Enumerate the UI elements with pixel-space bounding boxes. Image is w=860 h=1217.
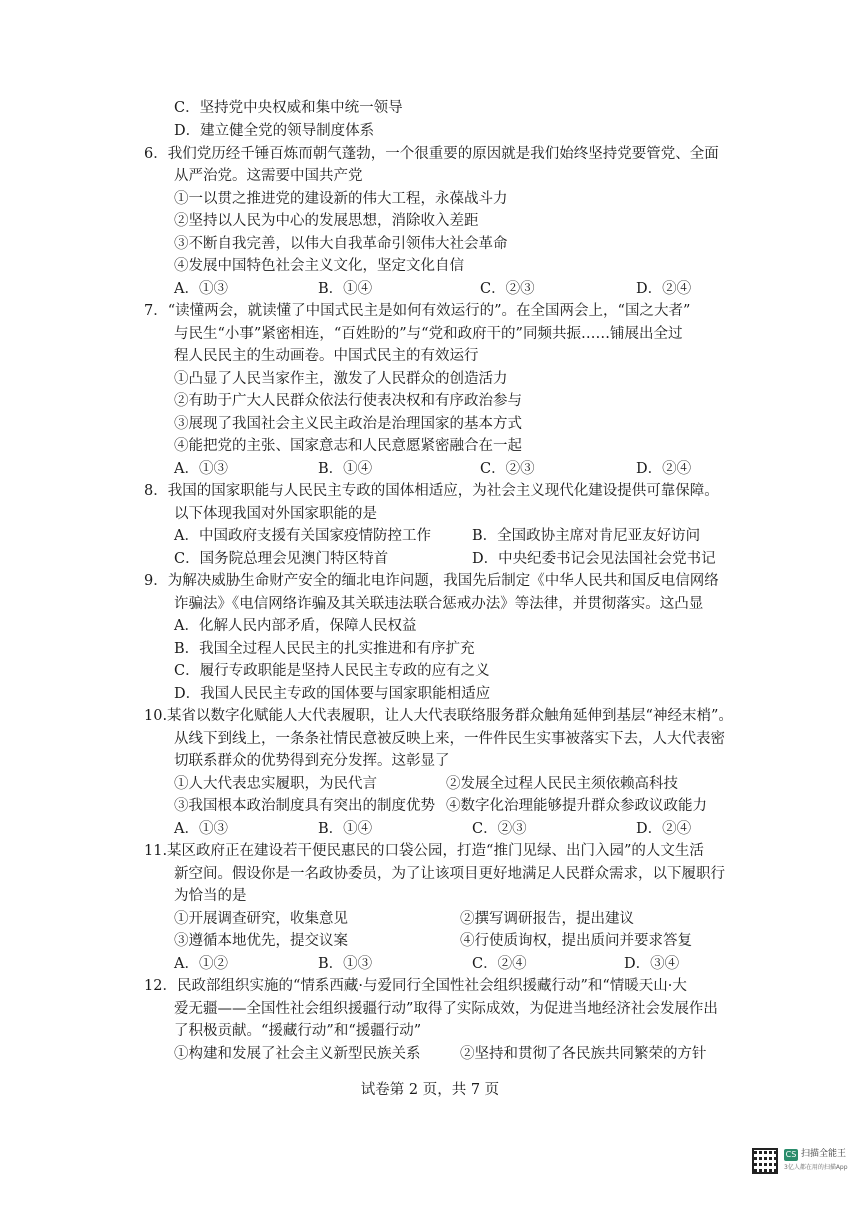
statement: ①凸显了人民当家作主，激发了人民群众的创造活力 (174, 371, 508, 387)
option: D．我国人民民主专政的国体要与国家职能相适应 (174, 686, 491, 702)
option: A．①② (174, 956, 228, 972)
statement: ①一以贯之推进党的建设新的伟大工程，永葆战斗力 (174, 191, 508, 207)
question-9-stem: 9．为解决威胁生命财产安全的缅北电诈问题，我国先后制定《中华人民共和国反电信网络 (144, 573, 719, 589)
option: D．中央纪委书记会见法国社会党书记 (472, 551, 716, 567)
text-line: 诈骗法》《电信网络诈骗及其关联违法联合惩戒办法》等法律，并贯彻落实。这凸显 (174, 596, 704, 612)
statement: ③不断自我完善，以伟大自我革命引领伟大社会革命 (174, 236, 508, 252)
scanner-watermark (752, 1144, 848, 1194)
text-line: 与民生“小事”紧密相连，“百姓盼的”与“党和政府干的”同频共振……铺展出全过 (174, 326, 683, 342)
page-footer: 试卷第 2 页，共 7 页 (360, 1082, 500, 1098)
option: D．②④ (636, 461, 692, 477)
statement: ④数字化治理能够提升群众参政议政能力 (446, 798, 707, 814)
option: D．③④ (624, 956, 680, 972)
question-12-stem: 12．民政部组织实施的“情系西藏·与爱同行全国性社会组织援藏行动”和“情暖天山·大 (144, 978, 687, 994)
option: C．②③ (472, 821, 527, 837)
option: C．②④ (472, 956, 527, 972)
statement: ①人大代表忠实履职，为民代言 (174, 776, 377, 792)
text-line: 爱无疆——全国性社会组织援疆行动”取得了实际成效，为促进当地经济社会发展作出 (174, 1001, 718, 1017)
option: C．国务院总理会见澳门特区特首 (174, 551, 389, 567)
statement: ④行使质询权，提出质问并要求答复 (460, 933, 692, 949)
statement: ③遵循本地优先，提交议案 (174, 933, 348, 949)
scanner-logo: CS (785, 1150, 797, 1159)
statement: ③展现了我国社会主义民主政治是治理国家的基本方式 (174, 416, 522, 432)
statement: ②坚持以人民为中心的发展思想，消除收入差距 (174, 213, 479, 229)
option: B．①④ (318, 281, 373, 297)
option: A．化解人民内部矛盾，保障人民权益 (174, 618, 417, 634)
option: D．②④ (636, 281, 692, 297)
text-line: C．坚持党中央权威和集中统一领导 (174, 100, 403, 116)
text-line: 为恰当的是 (174, 888, 247, 904)
option: A．①③ (174, 821, 228, 837)
question-7-stem: 7．“读懂两会，就读懂了中国式民主是如何有效运行的”。在全国两会上，“国之大者” (144, 303, 691, 319)
statement: ②发展全过程人民民主须依赖高科技 (446, 776, 678, 792)
option: B．全国政协主席对肯尼亚友好访问 (472, 528, 701, 544)
qr-code-icon (752, 1148, 778, 1174)
statement: ④能把党的主张、国家意志和人民意愿紧密融合在一起 (174, 438, 522, 454)
statement: ②撰写调研报告，提出建议 (460, 911, 634, 927)
option: A．①③ (174, 281, 228, 297)
option: C．履行专政职能是坚持人民民主专政的应有之义 (174, 663, 490, 679)
text-line: 从线下到线上，一条条社情民意被反映上来，一件件民生实事被落实下去，人大代表密 (174, 731, 725, 747)
statement: ③我国根本政治制度具有突出的制度优势 (174, 798, 435, 814)
option: A．①③ (174, 461, 228, 477)
option: B．①③ (318, 956, 373, 972)
option: B．①④ (318, 821, 373, 837)
option: C．②③ (480, 461, 535, 477)
scanner-tagline: 3亿人都在用的扫描App (784, 1164, 848, 1171)
statement: ①构建和发展了社会主义新型民族关系 (174, 1046, 421, 1062)
text-line: 切联系群众的优势得到充分发挥。这彰显了 (174, 753, 450, 769)
statement: ①开展调查研究，收集意见 (174, 911, 348, 927)
option: D．②④ (636, 821, 692, 837)
text-line: 程人民民主的生动画卷。中国式民主的有效运行 (174, 348, 479, 364)
statement: ②有助于广大人民群众依法行使表决权和有序政治参与 (174, 393, 522, 409)
option: C．②③ (480, 281, 535, 297)
question-11-stem: 11.某区政府正在建设若干便民惠民的口袋公园，打造“推门见绿、出门入园”的人文生活 (144, 843, 704, 859)
text-line: 了积极贡献。“援藏行动”和“援疆行动” (174, 1023, 422, 1039)
option: B．我国全过程人民民主的扎实推进和有序扩充 (174, 641, 475, 657)
statement: ②坚持和贯彻了各民族共同繁荣的方针 (460, 1046, 707, 1062)
question-8-stem: 8．我国的国家职能与人民民主专政的国体相适应，为社会主义现代化建设提供可靠保障。 (144, 483, 719, 499)
statement: ④发展中国特色社会主义文化，坚定文化自信 (174, 258, 464, 274)
text-line: 以下体现我国对外国家职能的是 (174, 506, 377, 522)
text-line: 新空间。假设你是一名政协委员，为了让该项目更好地满足人民群众需求，以下履职行 (174, 866, 725, 882)
question-6-stem: 6．我们党历经千锤百炼而朝气蓬勃，一个很重要的原因就是我们始终坚持党要管党、全面 (144, 146, 719, 162)
option: A．中国政府支援有关国家疫情防控工作 (174, 528, 431, 544)
text-line: D．建立健全党的领导制度体系 (174, 123, 375, 139)
scanner-brand: 扫描全能王 (801, 1149, 847, 1159)
text-line: 从严治党。这需要中国共产党 (174, 168, 363, 184)
option: B．①④ (318, 461, 373, 477)
question-10-stem: 10.某省以数字化赋能人大代表履职，让人大代表联络服务群众触角延伸到基层“神经末梢”。 (144, 708, 733, 724)
